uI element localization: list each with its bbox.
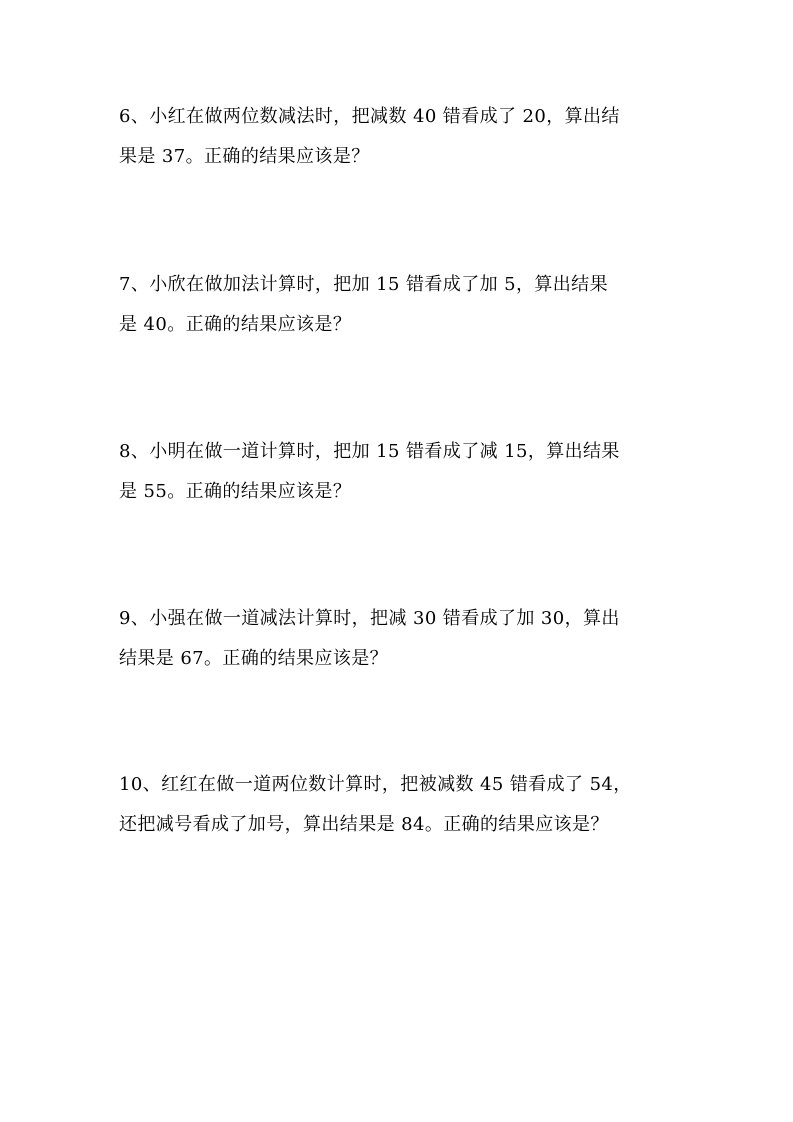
problem-6 (119, 97, 679, 177)
problem-10 (119, 765, 679, 845)
problem-10-line-2: 还把减号看成了加号，算出结果是 84。正确的结果应该是？ (119, 814, 609, 835)
problem-6-line-2: 果是 37。正确的结果应该是？ (119, 146, 370, 167)
problem-8-line-2: 是 55。正确的结果应该是？ (119, 481, 352, 502)
problem-9-line-2: 结果是 67。正确的结果应该是？ (119, 648, 389, 669)
problem-7 (119, 265, 679, 345)
problem-7-line-2: 是 40。正确的结果应该是？ (119, 314, 352, 335)
problem-9 (119, 599, 679, 679)
problem-10-line-1: 10、红红在做一道两位数计算时，把被减数 45 错看成了 54， (119, 774, 632, 795)
problem-8 (119, 432, 679, 512)
problem-7-line-1: 7、小欣在做加法计算时，把加 15 错看成了加 5，算出结果 (119, 274, 608, 295)
problem-8-line-1: 8、小明在做一道计算时，把加 15 错看成了减 15，算出结果 (119, 441, 620, 462)
problem-6-line-1: 6、小红在做两位数减法时，把减数 40 错看成了 20，算出结 (119, 106, 620, 127)
problem-9-line-1: 9、小强在做一道减法计算时，把减 30 错看成了加 30，算出 (119, 608, 620, 629)
